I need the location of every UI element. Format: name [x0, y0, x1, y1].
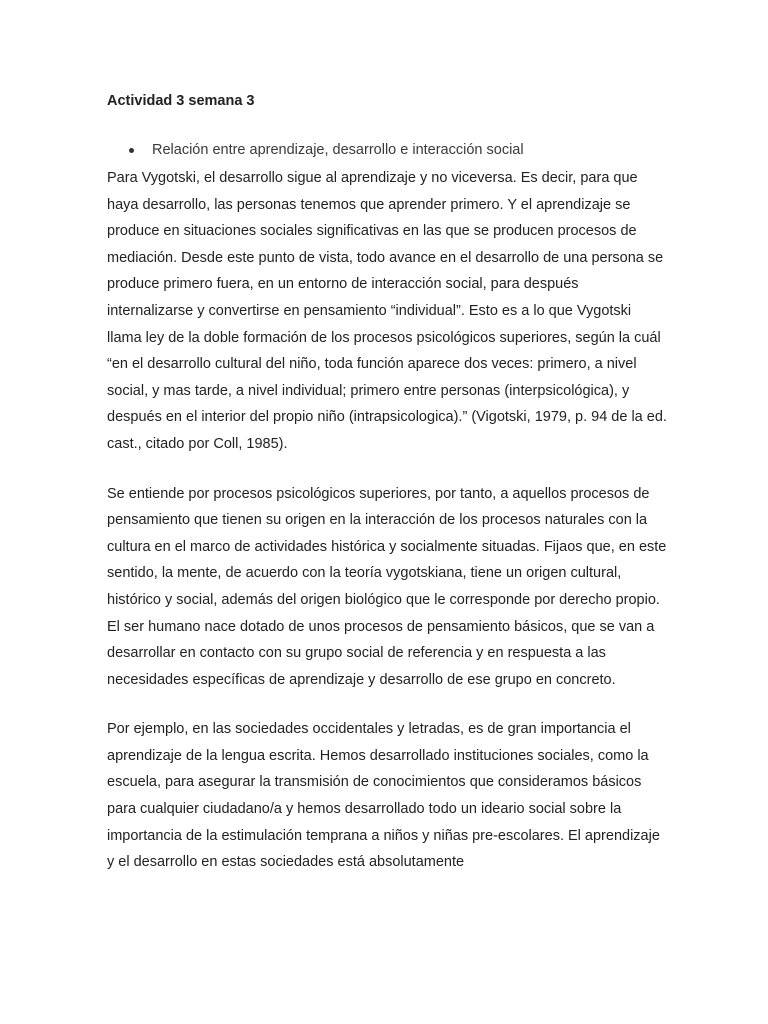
document-page	[107, 90, 667, 876]
paragraph: Se entiende por procesos psicológicos superiores, por tanto, a aquellos procesos de pensamiento que tienen su origen en la interacción de los procesos naturales con la cultura en el marco de actividades histórica y socialmente situadas. Fijaos que, en este sentido, la mente, de acuerdo con la teoría vygotskiana, tiene un origen cultural, histórico y social, además del origen biológico que le corresponde por derecho propio. El ser humano nace dotado de unos procesos de pensamiento básicos, que se van a desarrollar en contacto con su grupo social de referencia y en respuesta a las necesidades específicas de aprendizaje y desarrollo de ese grupo en concreto.	[107, 485, 667, 688]
bullet-list	[107, 139, 667, 161]
paragraph: Para Vygotski, el desarrollo sigue al aprendizaje y no viceversa. Es decir, para que haya desarrollo, las personas tenemos que aprender primero. Y el aprendizaje se produce en situaciones sociales significativas en las que se producen procesos de mediación. Desde este punto de vista, todo avance en el desarrollo de una persona se produce primero fuera, en un entorno de interacción social, para después internalizarse y convertirse en pensamiento “individual”. Esto es a lo que Vygotski llama ley de la doble formación de los procesos psicológicos superiores, según la cuál “en el desarrollo cultural del niño, toda función aparece dos veces: primero, a nivel social, y mas tarde, a nivel individual; primero entre personas (interpsicológica), y después en el interior del propio niño (intrapsicologica).” (Vigotski, 1979, p. 94 de la ed. cast., citado por Coll, 1985).	[107, 170, 667, 452]
document-title: Actividad 3 semana 3	[107, 93, 255, 109]
bullet-text: Relación entre aprendizaje, desarrollo e interacción social	[152, 142, 524, 158]
bullet-icon	[129, 148, 134, 153]
list-item	[107, 139, 667, 161]
paragraph: Por ejemplo, en las sociedades occidentales y letradas, es de gran importancia el aprendizaje de la lengua escrita. Hemos desarrollado instituciones sociales, como la escuela, para asegurar la transmisión de conocimientos que consideramos básicos para cualquier ciudadano/a y hemos desarrollado todo un ideario social sobre la importancia de la estimulación temprana a niños y niñas pre-escolares. El aprendizaje y el desarrollo en estas sociedades está absolutamente	[107, 721, 660, 871]
